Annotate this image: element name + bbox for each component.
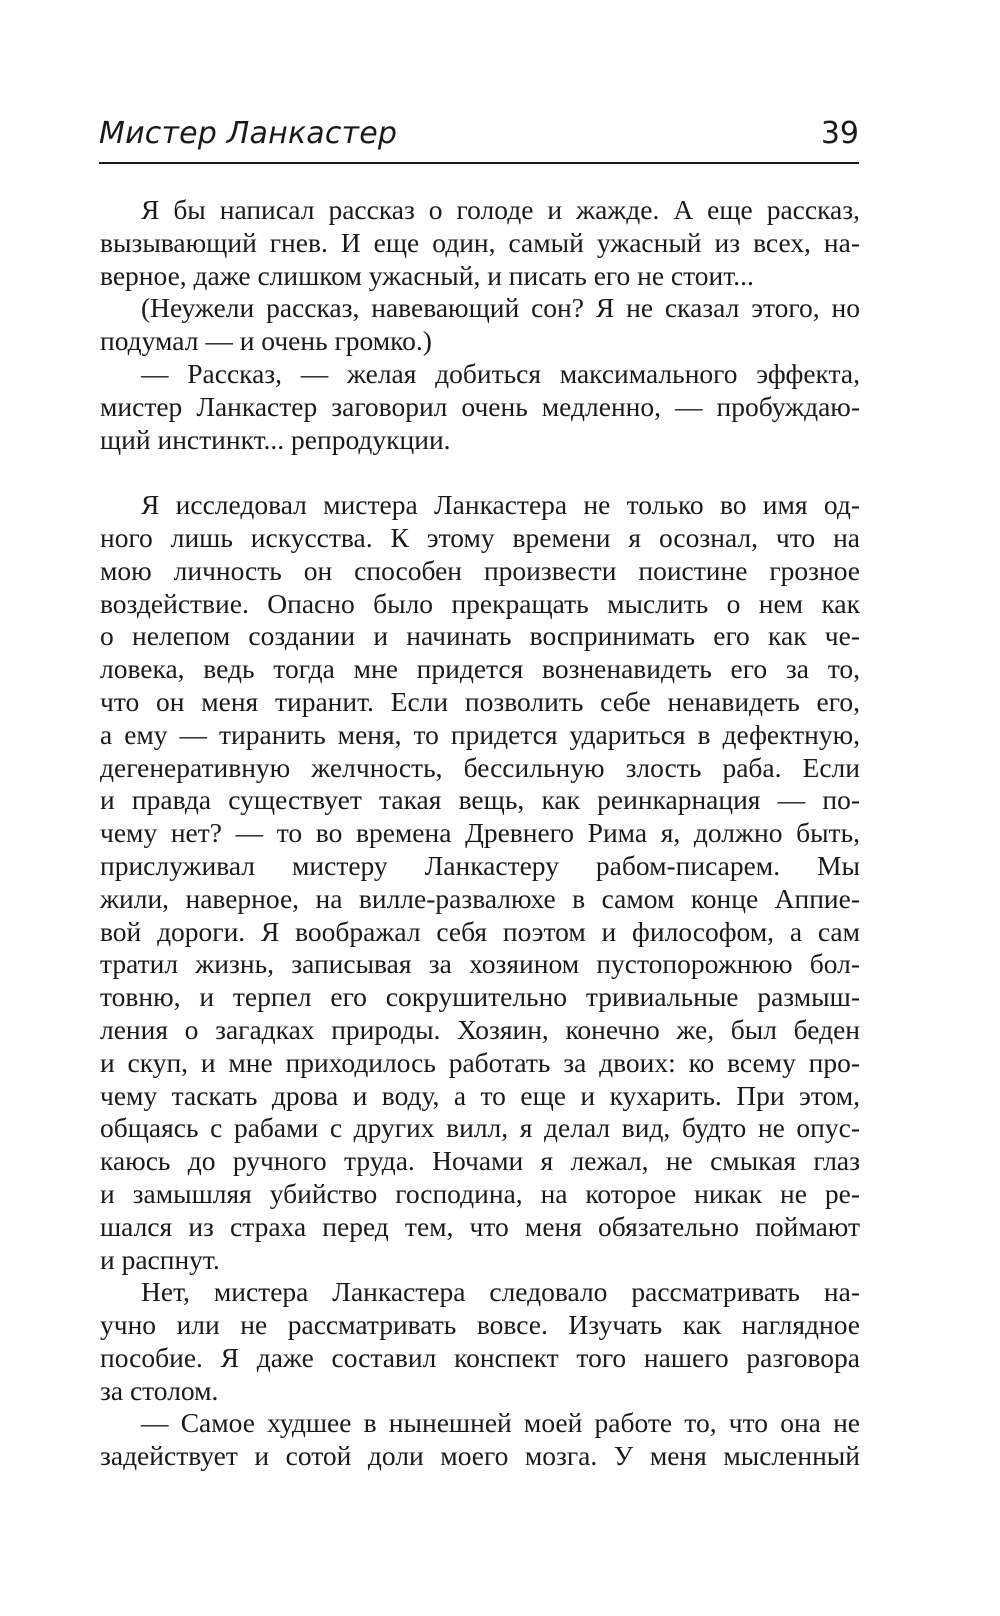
paragraph [100, 292, 860, 358]
text-line: прислуживал мистеру Ланкастеру рабом-писарем. Мы [100, 849, 860, 881]
text-line: ления о загадках природы. Хозяин, конечно же, был беден [100, 1013, 860, 1045]
text-line: Я бы написал рассказ о голоде и жажде. А еще рассказ, [141, 194, 860, 225]
text-line: мою личность он способен произвести поистине грозное [100, 554, 860, 586]
text-line: учно или не рассматривать вовсе. Изучать как наглядное [100, 1309, 860, 1341]
text-line: воздействие. Опасно было прекращать мыслить о нем как [100, 587, 860, 619]
text-line: шался из страха перед тем, что меня обязательно поймают [100, 1210, 860, 1242]
paragraph [100, 1276, 860, 1407]
text-line: (Неужели рассказ, навевающий сон? Я не сказал этого, но [141, 292, 860, 324]
text-line: Я исследовал мистера Ланкастера не только во имя од- [141, 489, 860, 521]
running-title: Мистер Ланкастер [99, 116, 398, 151]
text-line: верное, даже слишком ужасный, и писать его не стоит... [100, 259, 754, 291]
text-line: вызывающий гнев. И еще один, самый ужасный из всех, на- [100, 226, 860, 258]
text-line: ного лишь искусства. К этому времени я осознал, что на [100, 521, 860, 553]
text-line: за столом. [100, 1374, 219, 1406]
page-number: 39 [820, 116, 859, 151]
text-line: чему нет? — то во времена Древнего Рима я, должно быть, [100, 817, 860, 849]
text-line: задействует и сотой доли моего мозга. У меня мысленный [100, 1440, 860, 1472]
text-line: а ему — тиранить меня, то придется удариться в дефектную, [100, 718, 860, 750]
paragraph [100, 489, 860, 1276]
section-break [100, 456, 860, 489]
text-line: — Рассказ, — желая добиться максимального эффекта, [141, 357, 860, 389]
text-line: мистер Ланкастер заговорил очень медленно, — пробуждаю- [100, 390, 860, 422]
text-line: и правда существует такая вещь, как реинкарнация — по- [100, 784, 860, 816]
text-line: дегенеративную желчность, бессильную злость раба. Если [100, 751, 860, 783]
text-line: щий инстинкт... репродукции. [100, 423, 451, 455]
text-line: — Самое худшее в нынешней моей работе то, что она не [141, 1407, 860, 1439]
text-line: и скуп, и мне приходилось работать за двоих: ко всему про- [100, 1046, 860, 1078]
text-line: и распнут. [100, 1243, 220, 1275]
text-line: каюсь до ручного труда. Ночами я лежал, не смыкая глаз [100, 1145, 860, 1177]
body-text [100, 194, 860, 1473]
text-line: о нелепом создании и начинать воспринимать его как че- [100, 620, 860, 652]
text-line: чему таскать дрова и воду, а то еще и кухарить. При этом, [100, 1079, 860, 1111]
paragraph [100, 1407, 860, 1473]
paragraph [100, 194, 860, 292]
paragraph [100, 358, 860, 456]
text-line: и замышляя убийство господина, на которое никак не ре- [100, 1177, 860, 1209]
text-line: Нет, мистера Ланкастера следовало рассматривать на- [141, 1276, 860, 1308]
text-line: тратил жизнь, записывая за хозяином пустопорожнюю бол- [100, 948, 860, 980]
text-line: вой дороги. Я воображал себя поэтом и философом, а сам [100, 915, 860, 947]
text-line: ловека, ведь тогда мне придется возненавидеть его за то, [100, 653, 860, 685]
text-line: жили, наверное, на вилле-развалюхе в самом конце Аппие- [100, 882, 860, 914]
text-line: пособие. Я даже составил конспект того нашего разговора [100, 1341, 860, 1373]
text-line: товню, и терпел его сокрушительно тривиальные размыш- [100, 981, 860, 1013]
text-line: подумал — и очень громко.) [100, 325, 432, 357]
text-line: что он меня тиранит. Если позволить себе ненавидеть его, [100, 685, 860, 717]
page-header [99, 112, 859, 164]
text-line: общаясь с рабами с других вилл, я делал вид, будто не опус- [100, 1112, 860, 1144]
